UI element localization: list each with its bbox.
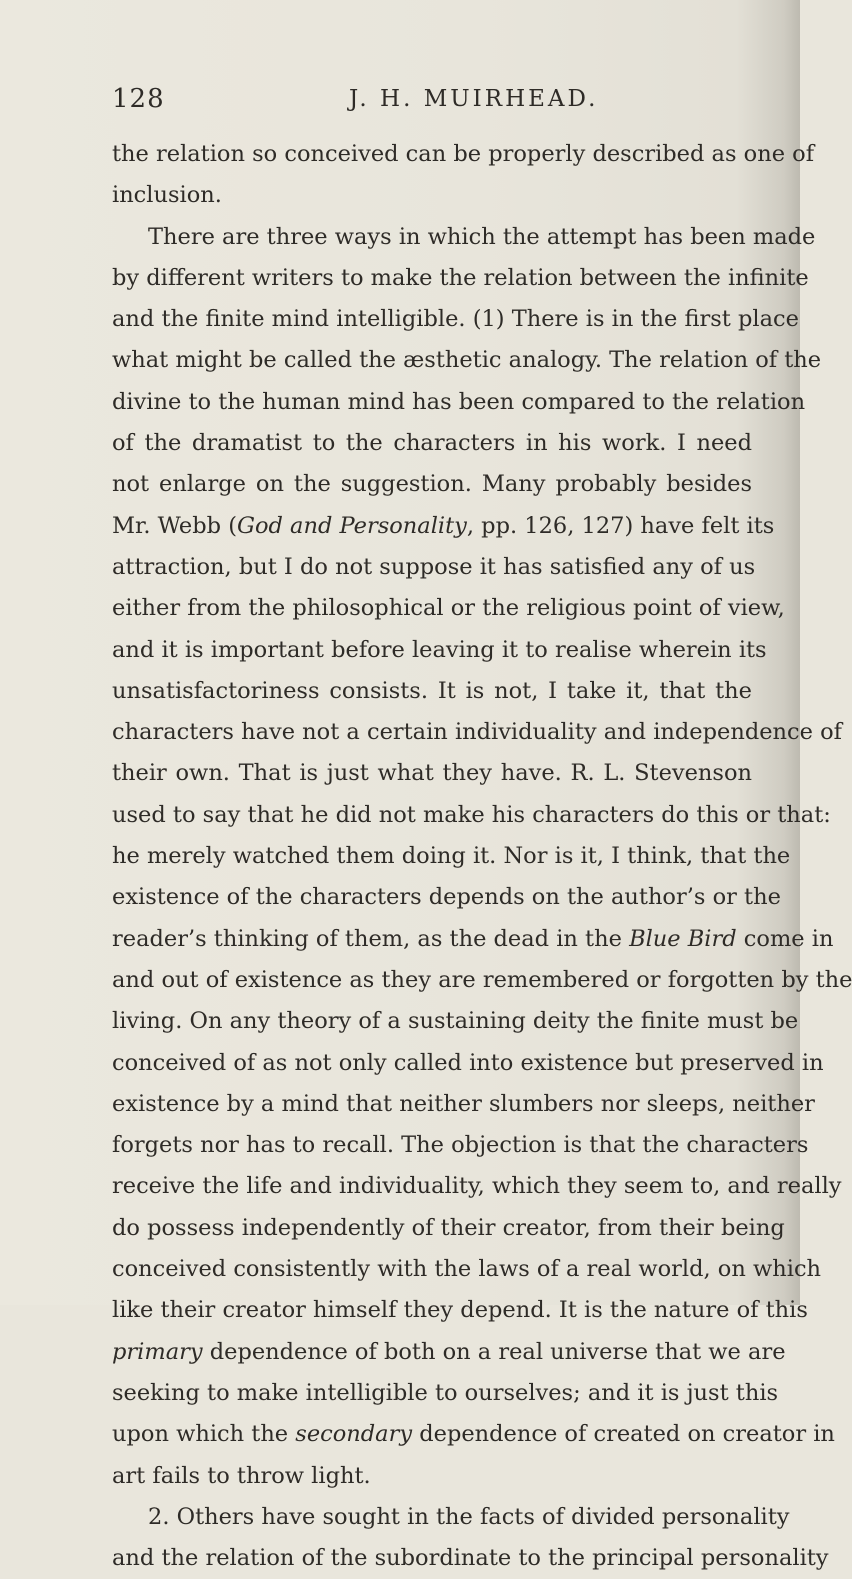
text-run: reader’s thinking of them, as the dead in the	[112, 925, 630, 952]
text-line: used to say that he did not make his characters do this or that:	[112, 801, 831, 828]
text-line: what might be called the æsthetic analogy. The relation of the	[112, 347, 822, 374]
italic-text: Blue Bird	[629, 925, 737, 952]
text-line: by different writers to make the relation between the infinite	[112, 264, 809, 291]
text-line: unsatisfactoriness consists. It is not, I take it, that the	[112, 677, 752, 704]
text-line: attraction, but I do not suppose it has satisfied any of us	[112, 553, 756, 580]
running-title: J. H. MUIRHEAD.	[349, 86, 599, 112]
text-line: 2. Others have sought in the facts of divided personality	[148, 1503, 790, 1530]
text-line: and it is important before leaving it to realise wherein its	[112, 636, 767, 663]
text-line: existence by a mind that neither slumbers nor sleeps, neither	[112, 1090, 815, 1117]
text-line: conceived consistently with the laws of a real world, on which	[112, 1256, 822, 1283]
text-line	[112, 1332, 786, 1373]
text-line: either from the philosophical or the religious point of view,	[112, 595, 785, 622]
body-text	[112, 134, 852, 1579]
text-run: upon which the	[112, 1421, 296, 1448]
text-line: not enlarge on the suggestion. Many probably besides	[112, 471, 752, 498]
text-line: and out of existence as they are remembered or forgotten by the	[112, 966, 852, 993]
text-run: dependence of created on creator in	[412, 1421, 835, 1448]
text-run: Mr. Webb (	[112, 512, 237, 539]
italic-text: God and Personality	[236, 512, 467, 539]
text-line: divine to the human mind has been compared to the relation	[112, 388, 806, 415]
text-line	[112, 1414, 835, 1455]
text-run: come in	[736, 925, 834, 952]
text-line: conceived of as not only called into existence but preserved in	[112, 1049, 824, 1076]
text-line	[112, 506, 775, 547]
text-line: existence of the characters depends on the author’s or the	[112, 884, 781, 911]
text-line: seeking to make intelligible to ourselves; and it is just this	[112, 1379, 779, 1406]
italic-text: primary	[112, 1338, 203, 1365]
text-line: and the relation of the subordinate to the principal personality	[112, 1545, 829, 1572]
text-run: dependence of both on a real universe that we are	[202, 1338, 786, 1365]
text-line: forgets nor has to recall. The objection is that the characters	[112, 1132, 809, 1159]
italic-text: secondary	[295, 1421, 413, 1448]
text-line: inclusion.	[112, 182, 222, 209]
page-number: 128	[112, 84, 165, 114]
text-line: of the dramatist to the characters in his work. I need	[112, 430, 752, 457]
text-line: their own. That is just what they have. R. L. Stevenson	[112, 760, 752, 787]
text-line: characters have not a certain individuality and independence of	[112, 719, 842, 746]
text-line: the relation so conceived can be properly described as one of	[112, 141, 815, 167]
text-run: , pp. 126, 127) have felt its	[466, 512, 775, 539]
text-line	[112, 919, 834, 960]
text-line: receive the life and individuality, which they seem to, and really	[112, 1173, 842, 1200]
text-line: There are three ways in which the attempt has been made	[148, 223, 816, 250]
running-head	[112, 84, 752, 124]
text-line: he merely watched them doing it. Nor is it, I think, that the	[112, 843, 791, 870]
text-line: and the finite mind intelligible. (1) There is in the first place	[112, 306, 799, 333]
text-line: like their creator himself they depend. It is the nature of this	[112, 1297, 808, 1324]
text-line: living. On any theory of a sustaining deity the finite must be	[112, 1008, 799, 1035]
text-line: art fails to throw light.	[112, 1462, 371, 1489]
text-line: do possess independently of their creator, from their being	[112, 1214, 785, 1241]
